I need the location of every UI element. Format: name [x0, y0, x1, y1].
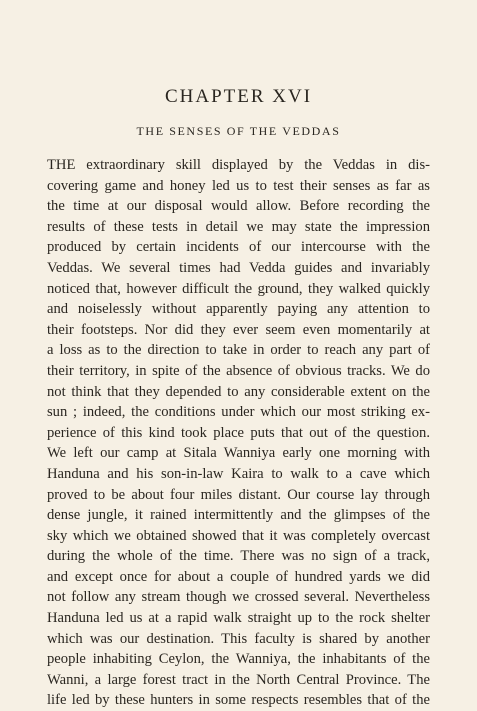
text-line: Handuna led us at a rapid walk straight up to the rock shelter — [47, 610, 430, 627]
text-line: the time at our disposal would allow. Before recording the — [47, 198, 430, 215]
text-line: a loss as to the direction to take in order to reach any part of — [47, 342, 430, 359]
text-line: perience of this kind took place puts that out of the question. — [47, 424, 430, 441]
text-line: not think that they depended to any considerable extent on the — [47, 383, 430, 400]
text-line: noticed that, however difficult the ground, they walked quickly — [47, 280, 430, 297]
text-line: and noiselessly without apparently paying any attention to — [47, 301, 430, 318]
text-line: Veddas. We several times had Vedda guides and invariably — [47, 259, 430, 276]
text-line: produced by certain incidents of our intercourse with the — [47, 239, 430, 256]
text-line: during the whole of the time. There was no sign of a track, — [47, 548, 430, 565]
text-line: sun ; indeed, the conditions under which our most striking ex- — [47, 404, 430, 421]
text-line: results of these tests in detail we may state the impression — [47, 218, 430, 235]
body-paragraph — [47, 155, 430, 711]
text-line: their footsteps. Nor did they ever seem even momentarily at — [47, 321, 430, 338]
text-line: Wanni, a large forest tract in the North Central Province. The — [47, 671, 430, 688]
text-line: life led by these hunters in some respects resembles that of the — [47, 692, 430, 709]
text-line: We left our camp at Sitala Wanniya early one morning with — [47, 445, 430, 462]
chapter-title: CHAPTER XVI — [164, 86, 313, 107]
text-line: which was our destination. This faculty is shared by another — [47, 630, 430, 647]
text-line: proved to be about four miles distant. Our course lay through — [47, 486, 430, 503]
text-line: and except once for about a couple of hundred yards we did — [47, 568, 430, 585]
text-line: THE extraordinary skill displayed by the Veddas in dis- — [47, 157, 430, 173]
text-line: dense jungle, it rained intermittently and the glimpses of the — [47, 507, 430, 524]
text-line: Handuna and his son-in-law Kaira to walk to a cave which — [47, 465, 430, 482]
text-line: sky which we obtained showed that it was completely overcast — [47, 527, 430, 544]
text-line: covering game and honey led us to test their senses as far as — [47, 177, 430, 194]
text-line: their territory, in spite of the absence of obvious tracks. We do — [47, 362, 430, 379]
chapter-subtitle: THE SENSES OF THE VEDDAS — [136, 124, 341, 138]
text-line: not follow any stream though we crossed several. Nevertheless — [47, 589, 430, 606]
text-line: people inhabiting Ceylon, the Wanniya, the inhabitants of the — [47, 651, 430, 668]
